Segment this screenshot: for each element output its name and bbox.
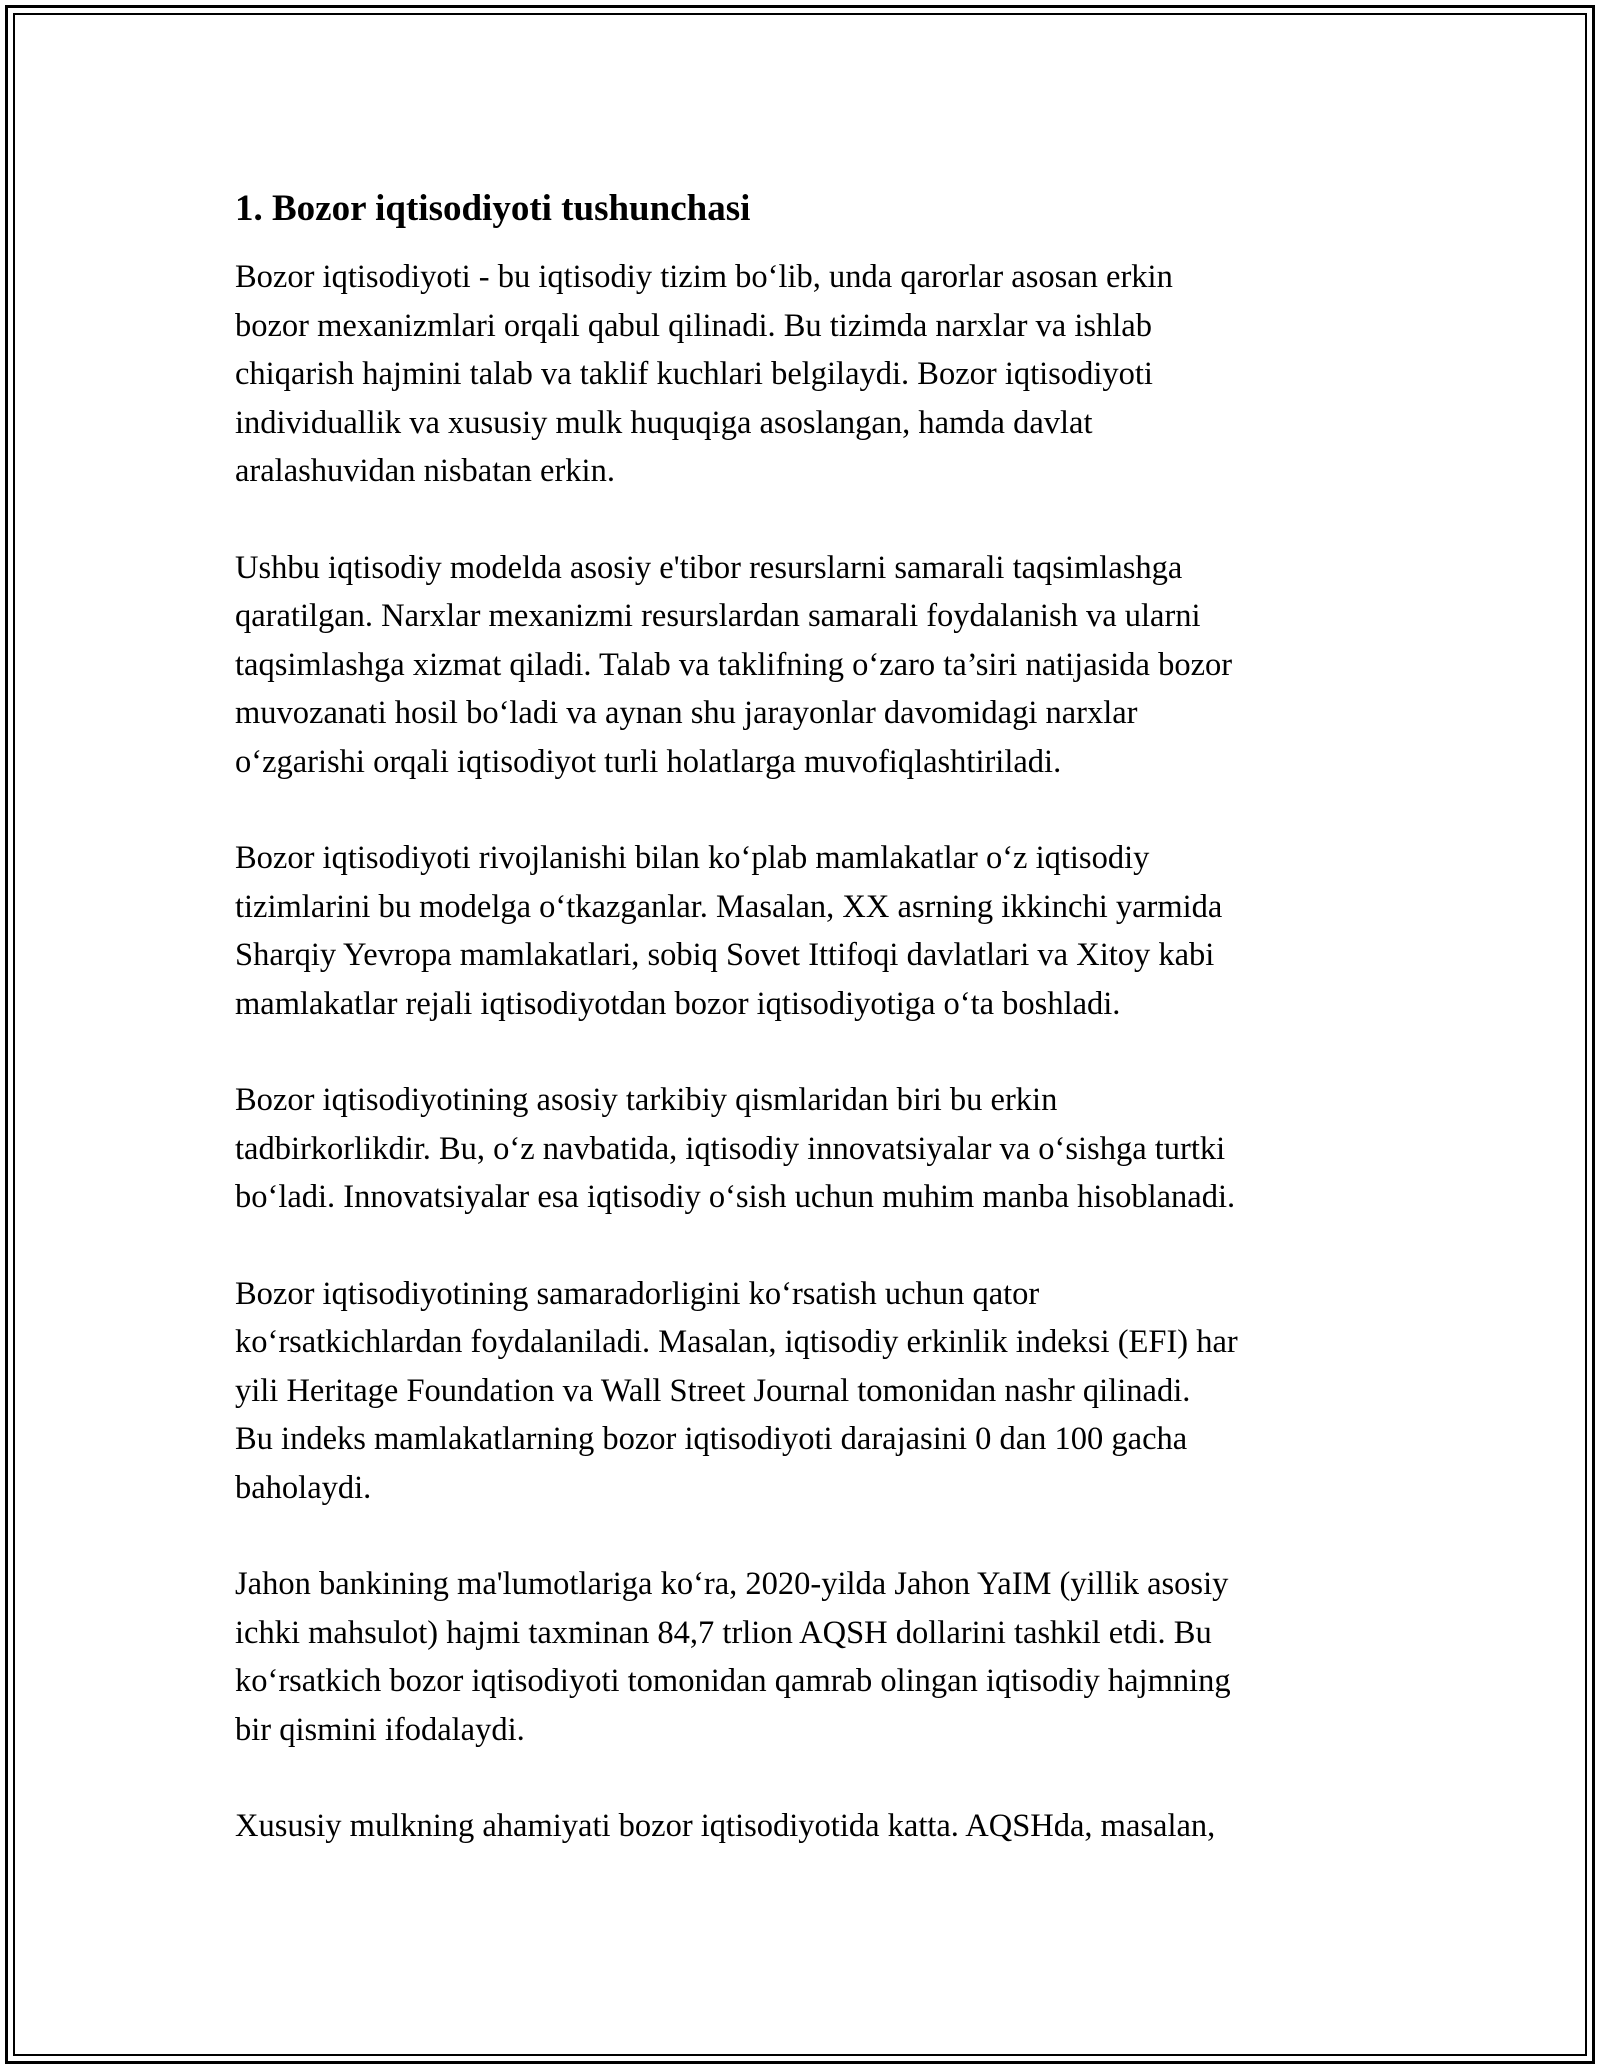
text-line: o‘zgarishi orqali iqtisodiyot turli holatlarga muvofiqlashtiriladi. [235, 743, 1062, 780]
section-title: 1. Bozor iqtisodiyoti tushunchasi [235, 188, 751, 229]
text-line: Bozor iqtisodiyotining samaradorligini ko‘rsatish uchun qator [235, 1275, 1040, 1312]
paragraph [235, 544, 1380, 787]
text-line: Jahon bankining ma'lumotlariga ko‘ra, 2020-yilda Jahon YaIM (yillik asosiy [235, 1566, 1229, 1602]
paragraph-container [235, 253, 1380, 1851]
text-line: Bozor iqtisodiyoti - bu iqtisodiy tizim bo‘lib, unda qarorlar asosan erkin [235, 259, 1173, 295]
text-line: individuallik va xususiy mulk huquqiga asoslangan, hamda davlat [235, 404, 1093, 441]
text-line: bir qismini ifodalaydi. [235, 1711, 525, 1748]
text-line: taqsimlashga xizmat qiladi. Talab va taklifning o‘zaro ta’siri natijasida bozor [235, 646, 1233, 683]
text-line: ichki mahsulot) hajmi taxminan 84,7 trlion AQSH dollarini tashkil etdi. Bu [235, 1614, 1212, 1651]
text-line: bozor mexanizmlari orqali qabul qilinadi. Bu tizimda narxlar va ishlab [235, 307, 1152, 344]
paragraph [235, 253, 1380, 496]
document-body [235, 185, 1380, 1899]
text-line: qaratilgan. Narxlar mexanizmi resurslardan samarali foydalanish va ularni [235, 598, 1201, 634]
paragraph [235, 1270, 1380, 1513]
text-line: ko‘rsatkich bozor iqtisodiyoti tomonidan qamrab olingan iqtisodiy hajmning [235, 1663, 1231, 1699]
text-line: Xususiy mulkning ahamiyati bozor iqtisodiyotida katta. AQSHda, masalan, [235, 1808, 1216, 1844]
text-line: baholaydi. [235, 1469, 372, 1506]
text-line: chiqarish hajmini talab va taklif kuchlari belgilaydi. Bozor iqtisodiyoti [235, 356, 1153, 392]
text-line: Bozor iqtisodiyotining asosiy tarkibiy qismlaridan biri bu erkin [235, 1082, 1058, 1118]
text-line: yili Heritage Foundation va Wall Street Journal tomonidan nashr qilinadi. [235, 1372, 1191, 1409]
text-line: mamlakatlar rejali iqtisodiyotdan bozor iqtisodiyotiga o‘ta boshladi. [235, 985, 1121, 1022]
text-line: tadbirkorlikdir. Bu, o‘z navbatida, iqtisodiy innovatsiyalar va o‘sishga turtki [235, 1130, 1226, 1167]
text-line: muvozanati hosil bo‘ladi va aynan shu jarayonlar davomidagi narxlar [235, 695, 1138, 731]
paragraph [235, 1076, 1380, 1222]
text-line: ko‘rsatkichlardan foydalaniladi. Masalan, iqtisodiy erkinlik indeksi (EFI) har [235, 1324, 1238, 1360]
text-line: Sharqiy Yevropa mamlakatlari, sobiq Sovet Ittifoqi davlatlari va Xitoy kabi [235, 937, 1215, 973]
paragraph [235, 834, 1380, 1028]
text-line: Bozor iqtisodiyoti rivojlanishi bilan ko‘plab mamlakatlar o‘z iqtisodiy [235, 840, 1150, 876]
text-line: Bu indeks mamlakatlarning bozor iqtisodiyoti darajasini 0 dan 100 gacha [235, 1421, 1188, 1457]
text-line: aralashuvidan nisbatan erkin. [235, 453, 615, 489]
paragraph [235, 1560, 1380, 1754]
text-line: tizimlarini bu modelga o‘tkazganlar. Masalan, XX asrning ikkinchi yarmida [235, 888, 1223, 925]
text-line: Ushbu iqtisodiy modelda asosiy e'tibor resurslarni samarali taqsimlashga [235, 549, 1183, 586]
text-line: bo‘ladi. Innovatsiyalar esa iqtisodiy o‘sish uchun muhim manba hisoblanadi. [235, 1179, 1236, 1215]
paragraph [235, 1802, 1380, 1851]
